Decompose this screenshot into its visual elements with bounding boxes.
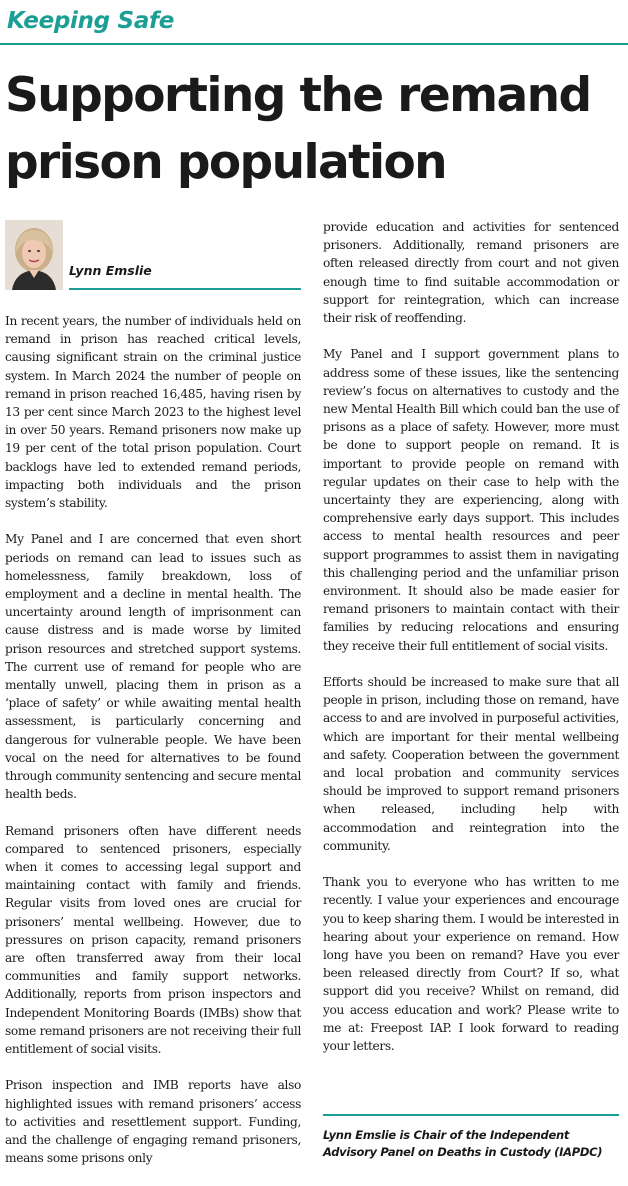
article-paragraph: Remand prisoners often have different needs compared to sentenced prisoners, especially when it comes to accessing legal support and maintaining contact with family and friends. Regular visits from loved ones are crucial for prisoners’ mental wellbeing. However, due to pressures on prison capacity, remand prisoners are often transferred away from their local communities and family support networks. Additionally, reports from prison inspectors and Independent Monitoring Boards (IMBs) show that some remand prisoners are not receiving their full entitlement of social visits. (5, 823, 301, 1057)
section-label: Keeping Safe (7, 8, 175, 34)
author-bio: Lynn Emslie is Chair of the Independent Advisory Panel on Deaths in Custody (IAPDC) (323, 1128, 603, 1159)
article-paragraph: Thank you to everyone who has written to me recently. I value your experiences and encourage you to keep sharing them. I would be interested in hearing about your experience on remand. How long have you been on remand? Have you ever been released directly from Court? If so, what support did you receive? Whilst on remand, did you access education and work? Please write to me at: Freepost IAP. I look forward to reading your letters. (323, 875, 619, 1054)
article-headline: Supporting the remand prison population (5, 68, 591, 190)
bio-divider (323, 1114, 619, 1116)
author-byline (5, 220, 300, 292)
section-divider (0, 43, 628, 45)
author-portrait-icon (5, 220, 63, 290)
article-paragraph: Efforts should be increased to make sure that all people in prison, including those on remand, have access to and are involved in purposeful activities, which are important for their mental wellbeing and safety. Cooperation between the government and local probation and community services should be improved to support remand prisoners when released, including help with accommodation and reintegration into the community. (323, 675, 619, 853)
byline-divider (69, 288, 301, 290)
article-paragraph: In recent years, the number of individuals held on remand in prison has reached critical levels, causing significant strain on the criminal justice system. In March 2024 the number of people on remand in prison reached 16,485, having risen by 13 per cent since March 2023 to the highest level in over 50 years. Remand prisoners now make up 19 per cent of the total prison population. Court backlogs have led to extended remand periods, impacting both individuals and the prison system’s stability. (5, 314, 301, 511)
article-column-right (323, 218, 619, 1073)
article-paragraph: My Panel and I support government plans to address some of these issues, like the sentencing review’s focus on alternatives to custody and the new Mental Health Bill which could ban the use of prisons as a place of safety. However, more must be done to support people on remand. It is important to provide people on remand with regular updates on their case to help with the uncertainty they are experiencing, along with comprehensive early days support. This includes access to mental health resources and peer support programmes to assist them in navigating this challenging period and the unfamiliar prison environment. It should also be made easier for remand prisoners to maintain contact with their families by reducing relocations and ensuring they receive their full entitlement of social visits. (323, 347, 619, 653)
author-name: Lynn Emslie (69, 263, 152, 278)
article-paragraph: provide education and activities for sentenced prisoners. Additionally, remand prisoners are often released directly from court and not given enough time to find suitable accommodation or support for reintegration, which can increase their risk of reoffending. (323, 220, 619, 326)
article-paragraph: Prison inspection and IMB reports have also highlighted issues with remand prisoners’ access to activities and resettlement support. Funding, and the challenge of engaging remand prisoners, means some prisons only (5, 1078, 301, 1166)
article-paragraph: My Panel and I are concerned that even short periods on remand can lead to issues such as homelessness, family breakdown, loss of employment and a decline in mental health. The uncertainty around length of imprisonment can cause distress and is made worse by limited prison resources and stretched support systems. The current use of remand for people who are mentally unwell, placing them in prison as a ‘place of safety’ or while awaiting mental health assessment, is particularly concerning and dangerous for vulnerable people. We have been vocal on the need for alternatives to be found through community sentencing and secure mental health beds. (5, 532, 301, 802)
article-column-left (5, 312, 301, 1186)
